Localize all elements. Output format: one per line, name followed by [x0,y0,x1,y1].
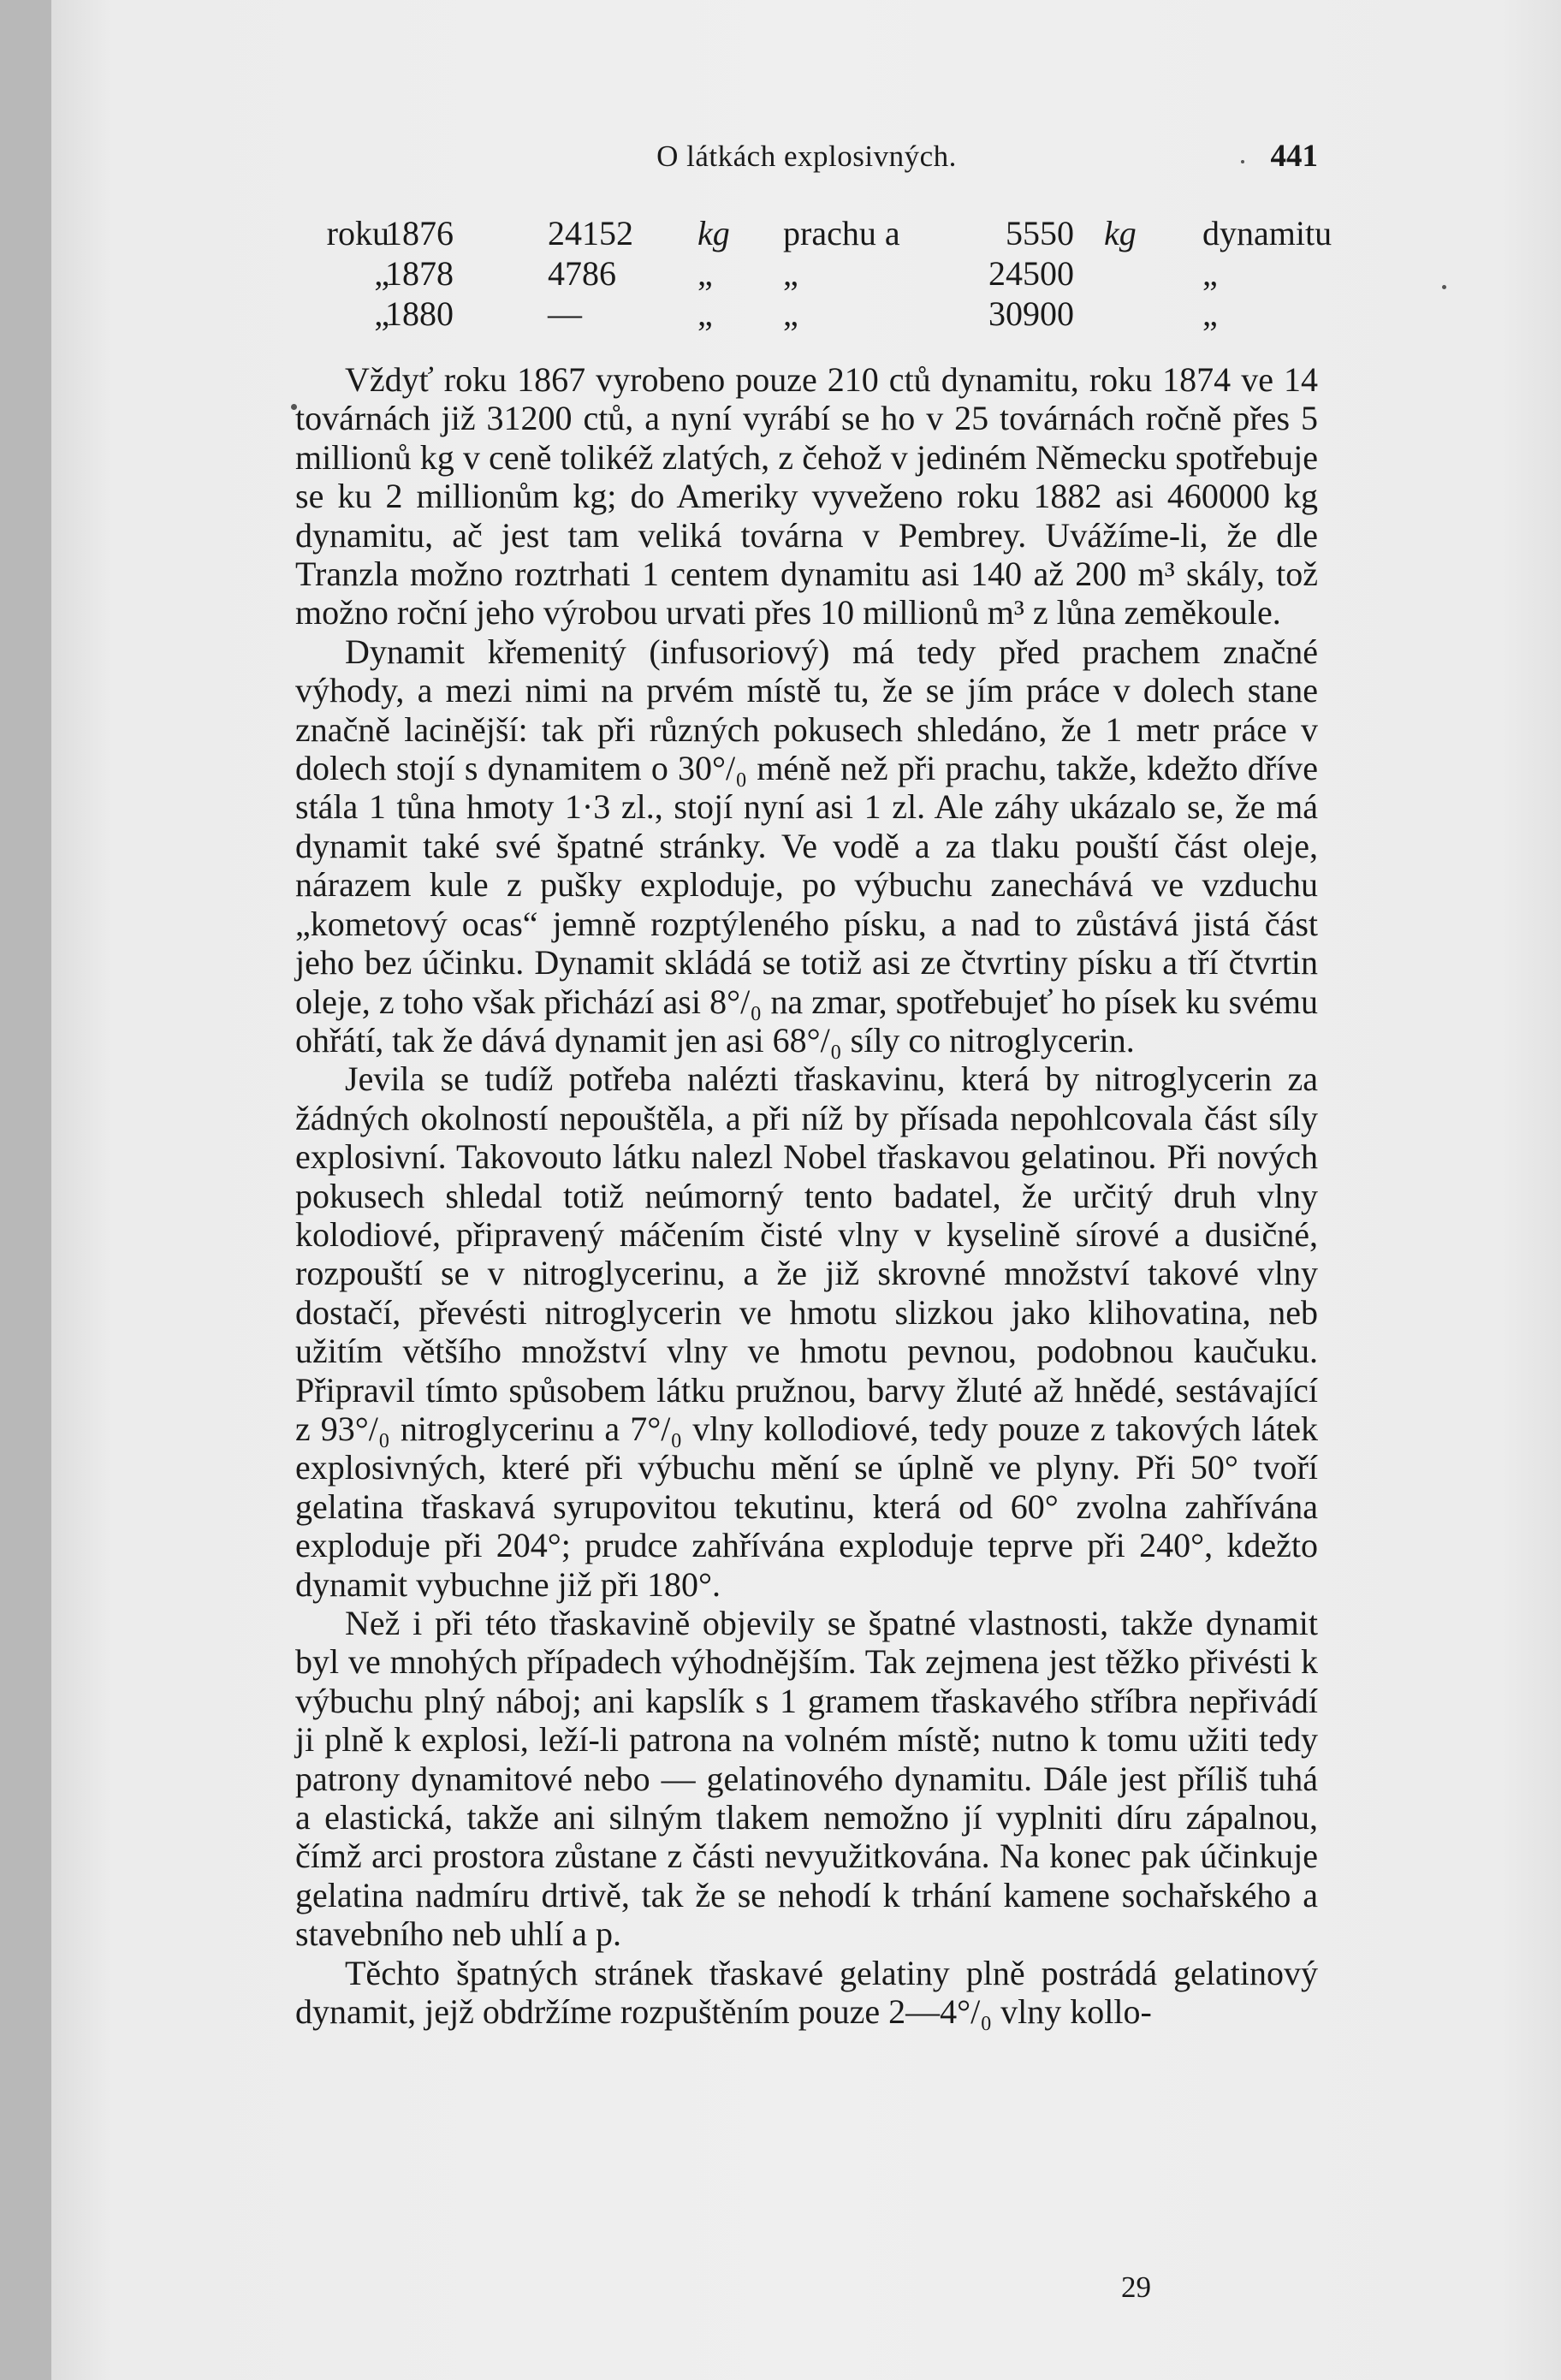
row-label: „ [374,294,389,333]
production-table [295,214,1332,335]
dynamite-word: „ [1202,254,1218,293]
powder-amount: 4786 [548,254,616,293]
powder-amount: — [548,294,582,333]
powder-unit: „ [697,254,713,293]
paragraph: Jevila se tudíž potřeba nalézti třaskavinu, která by nitroglycerin za žádných okolností nepouštěla, a při níž by přísada nepohlcovala část síly explosivní. Takovouto látku nalezl Nobel třaskavou gelatinou. Při nových pokusech shledal totiž neúmorný tento badatel, že určitý druh vlny kolodiové, připravený máčením čisté vlny v kyselině sírové a dusičné, rozpouští se v nitroglycerinu, a že již skrovné množství takové vlny dostačí, převésti nitroglycerin ve hmotu slizkou jako klihovatina, neb užitím většího množství vlny ve hmotu pevnou, podobnou kaučuku. Připravil tímto spůsobem látku pružnou, barvy žluté až hnědé, sestávající z 93°/₀ nitroglycerinu a 7°/₀ vlny kollodiové, tedy pouze z takových látek explosivných, které při výbuchu mění se úplně ve plyny. Při 50° tvoří gelatina třaskavá syrupovitou tekutinu, která od 60° zvolna zahřívána exploduje při 204°; prudce zahřívána exploduje teprve při 240°, kdežto dynamit vybuchne již při 180°. [295,1059,1318,1604]
row-label: „ [374,254,389,293]
paragraph: Těchto špatných stránek třaskavé gelatiny plně postrádá gelatinový dynamit, jejž obdržíme rozpuštěním pouze 2—4°/₀ vlny kollo- [295,1953,1318,2032]
dynamite-amount: 24500 [988,254,1074,293]
table-row [295,254,1318,294]
dynamite-unit: kg [1104,214,1137,252]
page-title: O látkách explosivných. [656,139,957,173]
powder-unit: „ [697,294,713,333]
row-year: 1876 [385,214,454,252]
row-year: 1880 [385,294,454,333]
signature-mark: 29 [1121,2270,1151,2304]
paragraph: Než i při této třaskavině objevily se špatné vlastnosti, takže dynamit byl ve mnohých případech výhodnějším. Tak zejmena jest těžko přivésti k výbuchu plný náboj; ani kapslík s 1 gramem třaskavého stříbra nepřivádí ji plně k explosi, leží-li patrona na volném místě; nutno k tomu užiti tedy patrony dynamitové nebo — gelatinového dynamitu. Dále jest příliš tuhá a elastická, takže ani silným tlakem nemožno jí vyplniti díru zápalnou, čímž arci prostora zůstane z části nevyužitkována. Na konec pak účinkuje gelatina nadmíru drtivě, tak že se nehodí k trhání kamene sochařského a stavebního neb uhlí a p. [295,1604,1318,1954]
page-content [295,137,1332,2032]
powder-word: prachu a [783,214,900,252]
page-number: 441 [1270,139,1318,174]
dynamite-amount: 5550 [1006,214,1074,252]
dynamite-word: dynamitu [1202,214,1332,252]
table-row [295,294,1318,335]
dynamite-amount: 30900 [988,294,1074,333]
powder-word: „ [783,254,798,293]
speck [1442,285,1446,289]
dynamite-word: „ [1202,294,1218,333]
paragraph: Vždyť roku 1867 vyrobeno pouze 210 ctů dynamitu, roku 1874 ve 14 továrnách již 31200 ctů, a nyní vyrábí se ho v 25 továrnách ročně přes 5 millionů kg v ceně tolikéž zlatých, z čehož v jediném Německu spotřebuje se ku 2 millionům kg; do Ameriky vyveženo roku 1882 asi 460000 kg dynamitu, ač jest tam veliká továrna v Pembrey. Uvážíme-li, že dle Tranzla možno roztrhati 1 centem dynamitu asi 140 až 200 m³ skály, tož možno roční jeho výrobou urvati přes 10 millionů m³ z lůna zeměkoule. [295,360,1318,632]
paragraph: Dynamit křemenitý (infusoriový) má tedy před prachem značné výhody, a mezi nimi na prvém místě tu, že se jím práce v dolech stane značně lacinější: tak při různých pokusech shledáno, že 1 metr práce v dolech stojí s dynamitem o 30°/₀ méně než při prachu, takže, kdežto dříve stála 1 tůna hmoty 1·3 zl., stojí nyní asi 1 zl. Ale záhy ukázalo se, že má dynamit také své špatné stránky. Ve vodě a za tlaku pouští část oleje, nárazem kule z pušky exploduje, po výbuchu zanechává ve vzduchu „kometový ocas“ jemně rozptýleného písku, a nad to zůstává jistá část jeho bez účinku. Dynamit skládá se totiž asi ze čtvrtiny písku a tří čtvrtin oleje, z toho však přichází asi 8°/₀ na zmar, spotřebujeť ho písek ku svému ohřátí, tak že dává dynamit jen asi 68°/₀ síly co nitroglycerin. [295,632,1318,1059]
running-header [295,137,1318,197]
powder-amount: 24152 [548,214,633,252]
row-label: roku [326,214,389,252]
powder-unit: kg [697,214,730,252]
table-row [295,214,1332,254]
powder-word: „ [783,294,798,333]
row-year: 1878 [385,254,454,293]
